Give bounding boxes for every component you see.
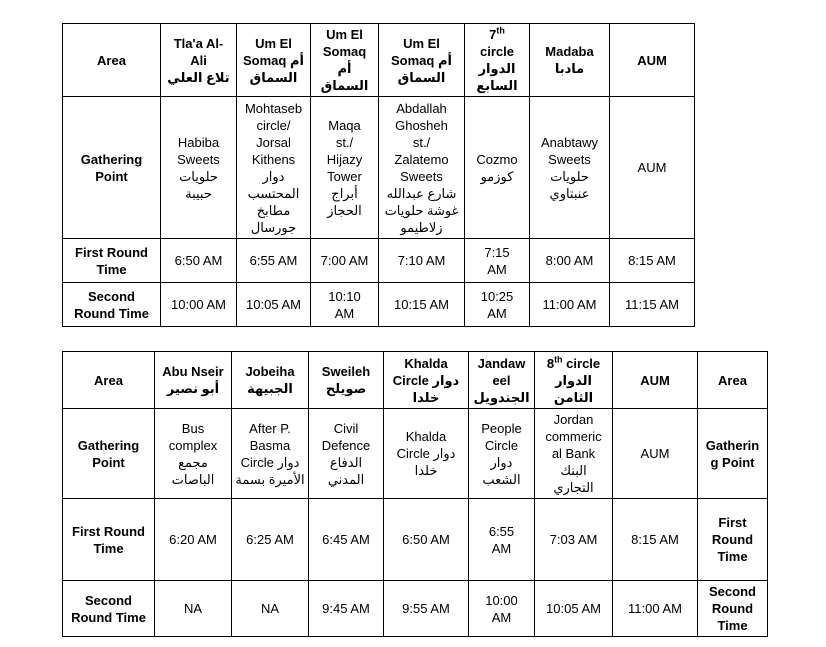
first-round-time: 6:20 AM [155,499,232,581]
first-round-time: 8:00 AM [530,239,610,283]
second-round-time: 9:55 AM [384,581,469,637]
gathering-aum: AUM [610,97,695,239]
second-round-time: NA [232,581,309,637]
area-um-el-somaq-3: Um El Somaq أم السماق [379,24,465,97]
gathering-jordan-commercial-bank: Jordan commeric al Bank البنك التجاري [535,409,613,499]
first-round-time: 8:15 AM [610,239,695,283]
area-7th-circle: 7th circle الدوار السابع [465,24,530,97]
area-aum: AUM [613,352,698,409]
first-round-time: 6:55 AM [469,499,535,581]
second-round-time: 11:00 AM [613,581,698,637]
second-round-time: 10:05 AM [237,283,311,327]
schedule-table-2 [62,351,768,637]
header-row [63,24,695,97]
second-round-time: 10:00 AM [469,581,535,637]
area-sweileh: Sweileh صويلح [309,352,384,409]
area-um-el-somaq-2: Um El Somaq أم السماق [311,24,379,97]
gathering-aum: AUM [613,409,698,499]
gathering-people-circle: People Circle دوار الشعب [469,409,535,499]
first-round-time: 6:55 AM [237,239,311,283]
second-round-time: NA [155,581,232,637]
area-khalda-circle: Khalda Circle دوار خلدا [384,352,469,409]
gathering-basma-circle: After P. Basma Circle دوار الأميرة بسمة [232,409,309,499]
area-tlaa-al-ali: Tla'a Al- Ali تلاع العلي [161,24,237,97]
second-round-time: 11:15 AM [610,283,695,327]
second-round-row [63,581,768,637]
second-round-time: 10:25 AM [465,283,530,327]
first-round-time: 7:15 AM [465,239,530,283]
first-round-time: 7:10 AM [379,239,465,283]
first-round-time: 6:50 AM [384,499,469,581]
first-round-time: 7:03 AM [535,499,613,581]
first-round-time: 6:45 AM [309,499,384,581]
area-header: Area [63,352,155,409]
gathering-khalda-circle: Khalda Circle دوار خلدا [384,409,469,499]
area-header: Area [63,24,161,97]
second-round-row [63,283,695,327]
second-round-time: 10:15 AM [379,283,465,327]
gathering-mohtaseb-circle: Mohtaseb circle/ Jorsal Kithens دوار المحتسب مطابخ جورسال [237,97,311,239]
gathering-row [63,97,695,239]
second-round-label: Second Round Time [63,581,155,637]
gathering-label-right: Gatherin g Point [698,409,768,499]
gathering-zalatemo-sweets: Abdallah Ghosheh st./ Zalatemo Sweets شارع عبدالله غوشة حلويات زلاطيمو [379,97,465,239]
area-header-right: Area [698,352,768,409]
first-round-label-right: First Round Time [698,499,768,581]
gathering-row [63,409,768,499]
header-row [63,352,768,409]
gathering-cozmo: Cozmo كوزمو [465,97,530,239]
second-round-label: Second Round Time [63,283,161,327]
first-round-time: 7:00 AM [311,239,379,283]
schedule-table-1 [62,23,695,327]
gathering-label: Gathering Point [63,97,161,239]
second-round-label-right: Second Round Time [698,581,768,637]
area-madaba: Madaba مادبا [530,24,610,97]
second-round-time: 9:45 AM [309,581,384,637]
first-round-time: 6:25 AM [232,499,309,581]
second-round-time: 10:10 AM [311,283,379,327]
first-round-time: 8:15 AM [613,499,698,581]
second-round-time: 10:00 AM [161,283,237,327]
gathering-habiba-sweets: Habiba Sweets حلويات حبيبة [161,97,237,239]
gathering-hijazy-tower: Maqa st./ Hijazy Tower أبراج الحجاز [311,97,379,239]
area-um-el-somaq-1: Um El Somaq أم السماق [237,24,311,97]
second-round-time: 11:00 AM [530,283,610,327]
area-abu-nseir: Abu Nseir أبو نصير [155,352,232,409]
gathering-civil-defence: Civil Defence الدفاع المدني [309,409,384,499]
first-round-label: First Round Time [63,239,161,283]
first-round-label: First Round Time [63,499,155,581]
area-jandaweel: Jandaw eel الجندويل [469,352,535,409]
area-8th-circle: 8th circle الدوار الثامن [535,352,613,409]
area-jobeiha: Jobeiha الجبيهة [232,352,309,409]
gathering-anabtawy-sweets: Anabtawy Sweets حلويات عنبتاوي [530,97,610,239]
gathering-bus-complex: Bus complex مجمع الباصات [155,409,232,499]
gathering-label: Gathering Point [63,409,155,499]
first-round-row [63,239,695,283]
second-round-time: 10:05 AM [535,581,613,637]
first-round-row [63,499,768,581]
area-aum: AUM [610,24,695,97]
first-round-time: 6:50 AM [161,239,237,283]
